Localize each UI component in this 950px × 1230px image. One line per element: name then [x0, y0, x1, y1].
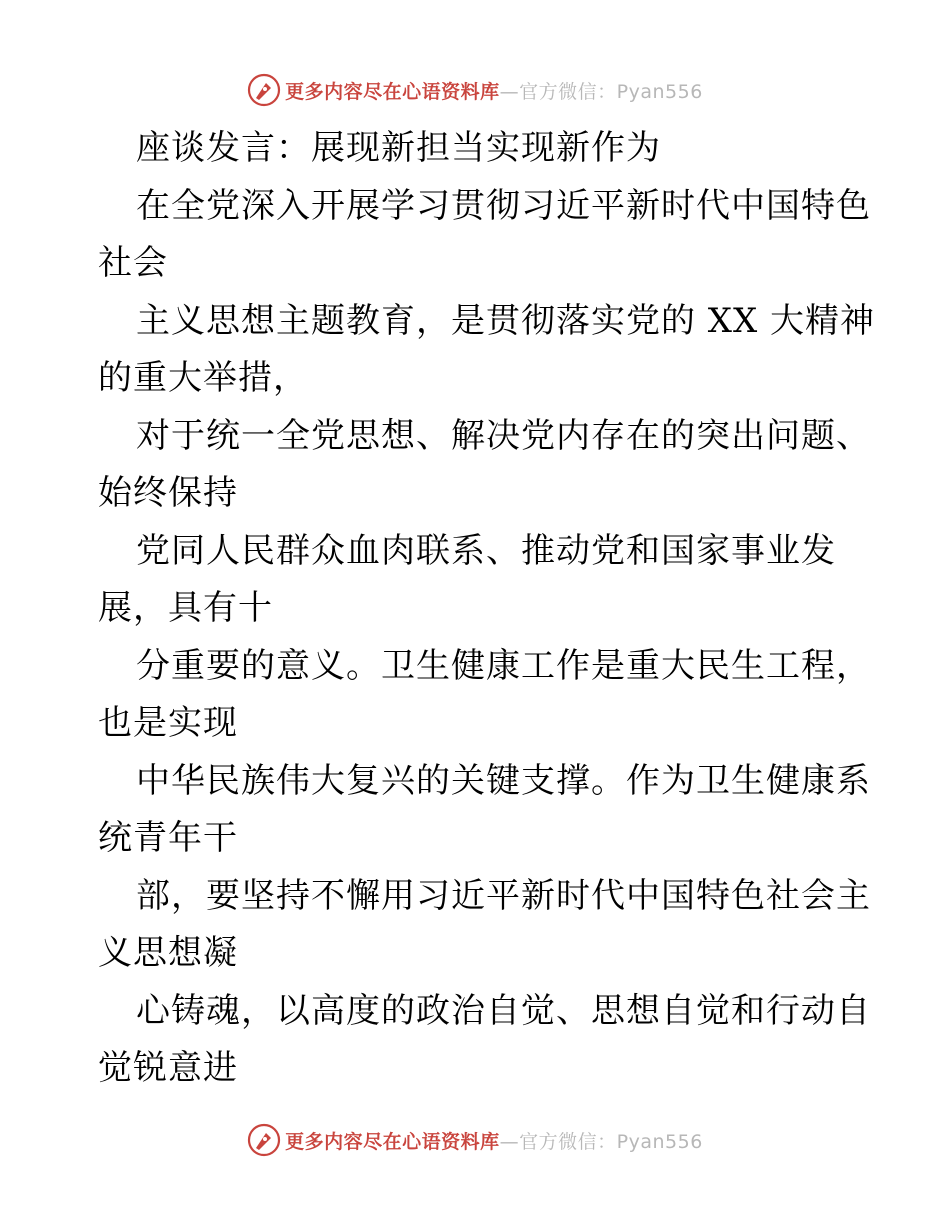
text-line: 的重大举措，: [98, 358, 308, 398]
text-line: 也是实现: [98, 703, 238, 743]
text-line: 统青年干: [98, 818, 238, 858]
text-line: 觉锐意进: [98, 1048, 238, 1088]
text-line: 在全党深入开展学习贯彻习近平新时代中国特色: [136, 185, 871, 226]
text-line: 对于统一全党思想、解决党内存在的突出问题、: [136, 415, 871, 456]
pen-nib-logo-icon: [247, 1123, 281, 1157]
text-line: 始终保持: [98, 473, 238, 513]
document-body: [98, 120, 876, 1098]
text-line: 分重要的意义。卫生健康工作是重大民生工程，: [136, 645, 871, 686]
text-line: 社会: [98, 243, 168, 283]
text-line: 部，要坚持不懈用习近平新时代中国特色社会主: [136, 875, 871, 916]
pen-nib-logo-icon: [247, 73, 281, 107]
text-line: 义思想凝: [98, 933, 238, 973]
text-line: 主义思想主题教育，是贯彻落实党的 XX 大精神: [136, 300, 876, 341]
footer-banner: [0, 1120, 950, 1160]
banner-dash: —: [499, 1130, 520, 1153]
text-line: 中华民族伟大复兴的关键支撑。作为卫生健康系: [136, 760, 871, 801]
header-banner: [0, 70, 950, 110]
banner-wechat-text: 官方微信：Pyan556: [519, 1130, 703, 1153]
text-line: 心铸魂，以高度的政治自觉、思想自觉和行动自: [136, 990, 871, 1031]
banner-main-text: 更多内容尽在心语资料库: [285, 80, 500, 103]
banner-dash: —: [499, 80, 520, 103]
document-title: 座谈发言：展现新担当实现新作为: [136, 128, 661, 168]
text-line: 展，具有十: [98, 588, 273, 628]
text-line: 党同人民群众血肉联系、推动党和国家事业发: [136, 530, 836, 571]
banner-wechat-text: 官方微信：Pyan556: [519, 80, 703, 103]
banner-text: [285, 1127, 703, 1154]
banner-main-text: 更多内容尽在心语资料库: [285, 1130, 500, 1153]
banner-text: [285, 77, 703, 104]
